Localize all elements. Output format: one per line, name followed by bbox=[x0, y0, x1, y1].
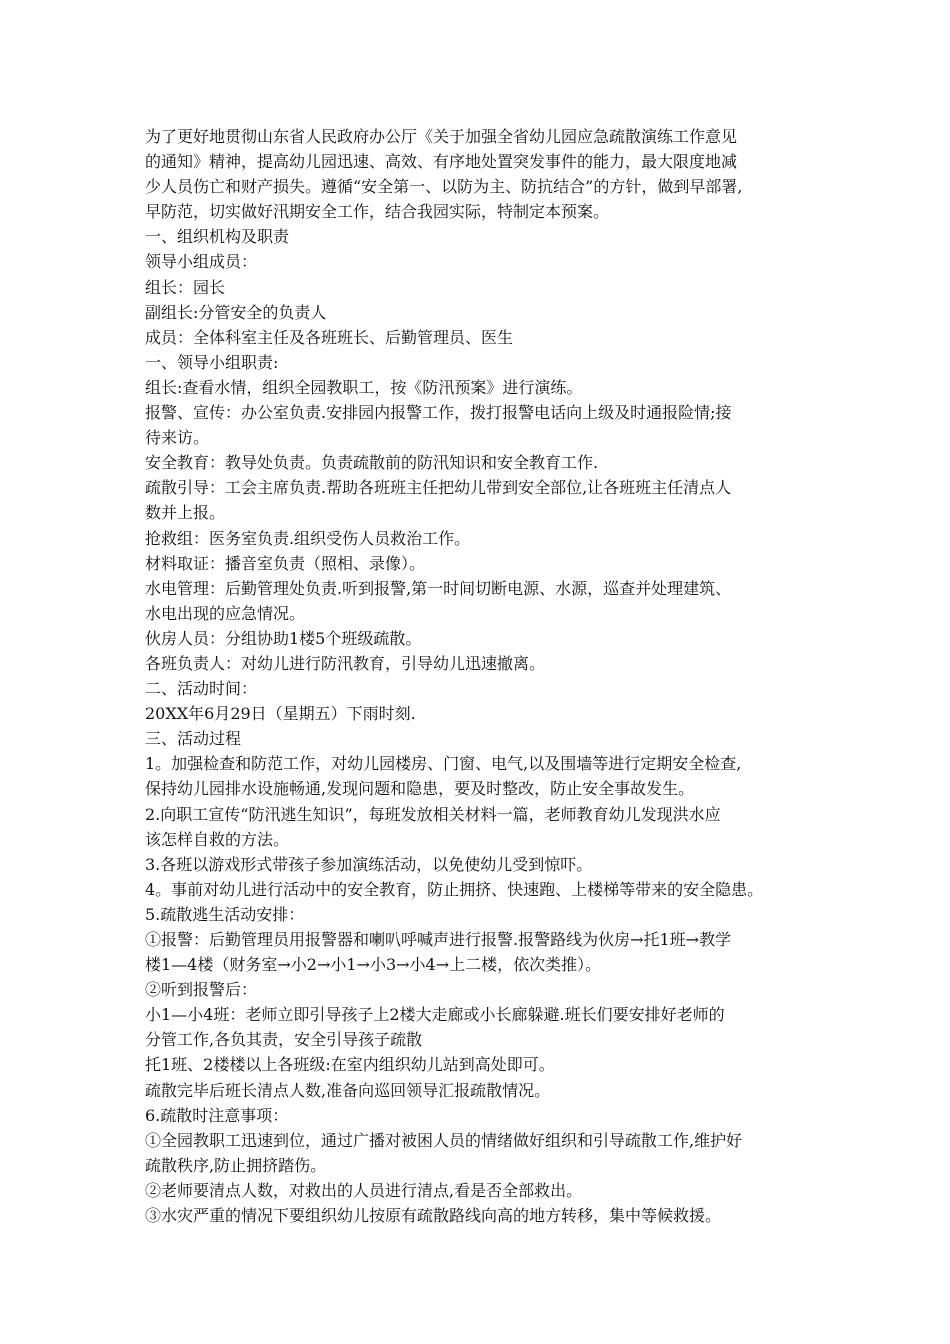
text-line: 水电管理：后勤管理处负责.听到报警,第一时间切断电源、水源，巡查并处理建筑、 bbox=[145, 578, 732, 598]
text-line: 2.向职工宣传“防汛逃生知识”，每班发放相关材料一篇，老师教育幼儿发现洪水应 bbox=[145, 804, 721, 824]
text-line: 20XX年6月29日（星期五）下雨时刻. bbox=[145, 704, 416, 724]
text-line: 5.疏散逃生活动安排： bbox=[145, 904, 305, 924]
text-line: 组长：园长 bbox=[145, 277, 226, 297]
text-line: 一、领导小组职责: bbox=[145, 352, 279, 372]
text-line: ②老师要清点人数，对救出的人员进行清点,看是否全部救出。 bbox=[145, 1180, 583, 1200]
text-line: 保持幼儿园排水设施畅通,发现问题和隐患，要及时整改，防止安全事故发生。 bbox=[145, 779, 695, 799]
text-line: 的通知》精神，提高幼儿园迅速、高效、有序地处置突发事件的能力，最大限度地减 bbox=[145, 152, 738, 172]
text-line: 疏散秩序,防止拥挤踏伤。 bbox=[145, 1155, 327, 1175]
text-line: 材料取证：播音室负责（照相、录像）。 bbox=[145, 553, 426, 573]
text-line: 安全教育：教导处负责。负责疏散前的防汛知识和安全教育工作. bbox=[145, 453, 599, 473]
text-line: 各班负责人：对幼儿进行防汛教育，引导幼儿迅速撤离。 bbox=[145, 653, 546, 673]
text-line: ②听到报警后： bbox=[145, 980, 258, 1000]
text-line: 小1—小4班：老师立即引导孩子上2楼大走廊或小长廊躲避.班长们要安排好老师的 bbox=[145, 1005, 725, 1025]
text-line: ①报警：后勤管理员用报警器和喇叭呼喊声进行报警.报警路线为伙房→托1班→教学 bbox=[145, 930, 732, 949]
text-line: 3.各班以游戏形式带孩子参加演练活动，以免使幼儿受到惊吓。 bbox=[145, 854, 593, 874]
text-line: 副组长:分管安全的负责人 bbox=[145, 302, 327, 322]
text-line: ①全园教职工迅速到位，通过广播对被困人员的情绪做好组织和引导疏散工作,维护好 bbox=[145, 1130, 743, 1150]
document-body bbox=[145, 124, 825, 1228]
text-line: 为了更好地贯彻山东省人民政府办公厅《关于加强全省幼儿园应急疏散演练工作意见 bbox=[145, 127, 738, 146]
text-line: 组长:查看水情，组织全园教职工，按《防汛预案》进行演练。 bbox=[145, 377, 583, 397]
text-line: 数并上报。 bbox=[145, 503, 226, 523]
text-line: 二、活动时间： bbox=[145, 679, 258, 699]
text-line: 早防范，切实做好汛期安全工作，结合我园实际，特制定本预案。 bbox=[145, 202, 610, 222]
text-line: 楼1—4楼（财务室→小2→小1→小3→小4→上二楼，依次类推）。 bbox=[145, 955, 602, 975]
text-line: 4。事前对幼儿进行活动中的安全教育，防止拥挤、快速跑、上楼梯等带来的安全隐患。 bbox=[145, 879, 764, 899]
text-line: 托1班、2楼楼以上各班级:在室内组织幼儿站到高处即可。 bbox=[145, 1055, 555, 1075]
text-line: 少人员伤亡和财产损失。遵循“安全第一、以防为主、防抗结合”的方针，做到早部署, bbox=[145, 177, 743, 197]
text-line: 1。加强检查和防范工作，对幼儿园楼房、门窗、电气,以及围墙等进行定期安全检查, bbox=[145, 754, 742, 774]
text-line: 领导小组成员： bbox=[145, 252, 258, 272]
text-line: 三、活动过程 bbox=[145, 729, 242, 749]
text-line: 疏散完毕后班长清点人数,准备向巡回领导汇报疏散情况。 bbox=[145, 1080, 551, 1100]
text-line: ③水灾严重的情况下要组织幼儿按原有疏散路线向高的地方转移，集中等候救援。 bbox=[145, 1206, 722, 1226]
text-line: 待来访。 bbox=[145, 428, 210, 448]
text-line: 一、组织机构及职责 bbox=[145, 227, 290, 247]
text-line: 分管工作,各负其责，安全引导孩子疏散 bbox=[145, 1030, 423, 1050]
text-line: 该怎样自救的方法。 bbox=[145, 829, 290, 849]
text-line: 疏散引导：工会主席负责.帮助各班班主任把幼儿带到安全部位,让各班班主任清点人 bbox=[145, 478, 732, 498]
text-line: 成员：全体科室主任及各班班长、后勤管理员、医生 bbox=[145, 327, 514, 347]
text-line: 抢救组：医务室负责.组织受伤人员救治工作。 bbox=[145, 528, 471, 548]
text-line: 6.疏散时注意事项： bbox=[145, 1105, 289, 1125]
text-line: 伙房人员：分组协助1楼5个班级疏散。 bbox=[145, 628, 422, 648]
text-line: 水电出现的应急情况。 bbox=[145, 603, 306, 623]
text-line: 报警、宣传：办公室负责.安排园内报警工作，拨打报警电话向上级及时通报险情;接 bbox=[145, 403, 732, 423]
